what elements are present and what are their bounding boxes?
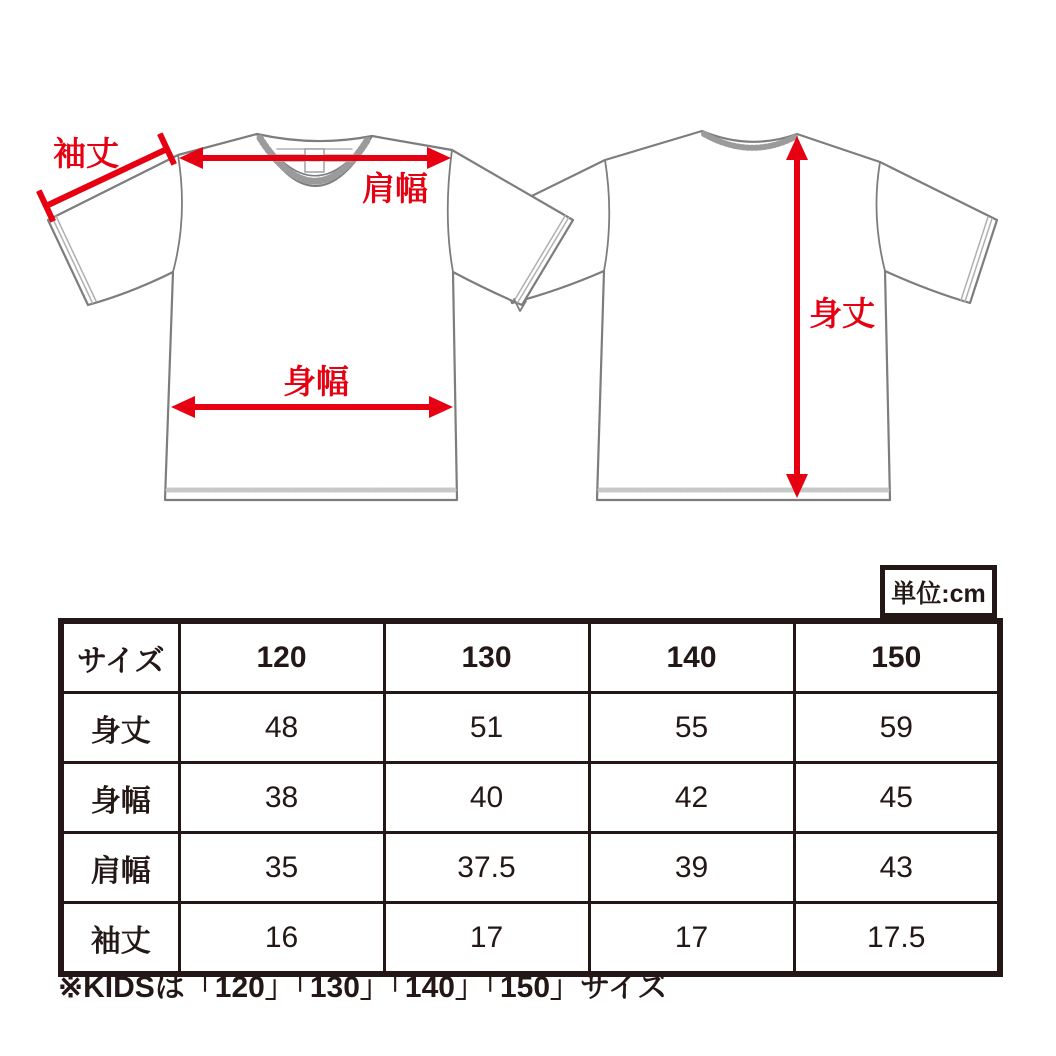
header-cell-120: 120 — [179, 621, 384, 693]
header-cell-140: 140 — [589, 621, 794, 693]
row-label-sleeve-length: 袖丈 — [61, 903, 179, 975]
cell-chest-width-150: 45 — [794, 763, 1000, 833]
cell-body-length-130: 51 — [384, 693, 589, 763]
unit-label: 単位:cm — [891, 579, 986, 608]
cell-sleeve-length-120: 16 — [179, 903, 384, 975]
cell-body-length-150: 59 — [794, 693, 1000, 763]
cell-sleeve-length-130: 17 — [384, 903, 589, 975]
cell-shoulder-width-140: 39 — [589, 833, 794, 903]
cell-sleeve-length-150: 17.5 — [794, 903, 1000, 975]
header-cell-size: サイズ — [61, 621, 179, 693]
cell-chest-width-120: 38 — [179, 763, 384, 833]
kids-size-note: ※KIDSは「120」「130」「140」「150」サイズ — [58, 971, 668, 1004]
size-table — [58, 618, 1003, 977]
row-label-chest-width: 身幅 — [61, 763, 179, 833]
cell-body-length-140: 55 — [589, 693, 794, 763]
unit-label-box — [880, 565, 997, 618]
tshirt-front-drawing — [48, 134, 573, 500]
table-row-body-length — [61, 693, 1000, 763]
tshirt-front-outline — [48, 134, 573, 500]
body-length-label: 身丈 — [809, 295, 875, 332]
header-cell-130: 130 — [384, 621, 589, 693]
sleeve-length-label: 袖丈 — [53, 135, 119, 172]
cell-chest-width-130: 40 — [384, 763, 589, 833]
size-table-header-row — [61, 621, 1000, 693]
table-row-chest-width — [61, 763, 1000, 833]
cell-shoulder-width-120: 35 — [179, 833, 384, 903]
header-cell-150: 150 — [794, 621, 1000, 693]
cell-sleeve-length-140: 17 — [589, 903, 794, 975]
tshirt-back-drawing — [485, 131, 997, 500]
row-label-shoulder-width: 肩幅 — [61, 833, 179, 903]
cell-body-length-120: 48 — [179, 693, 384, 763]
tshirt-back-outline — [485, 131, 997, 500]
cell-chest-width-140: 42 — [589, 763, 794, 833]
table-row-shoulder-width — [61, 833, 1000, 903]
cell-shoulder-width-150: 43 — [794, 833, 1000, 903]
chest-width-label: 身幅 — [283, 363, 349, 400]
cell-shoulder-width-130: 37.5 — [384, 833, 589, 903]
row-label-body-length: 身丈 — [61, 693, 179, 763]
shoulder-width-label: 肩幅 — [362, 170, 428, 207]
